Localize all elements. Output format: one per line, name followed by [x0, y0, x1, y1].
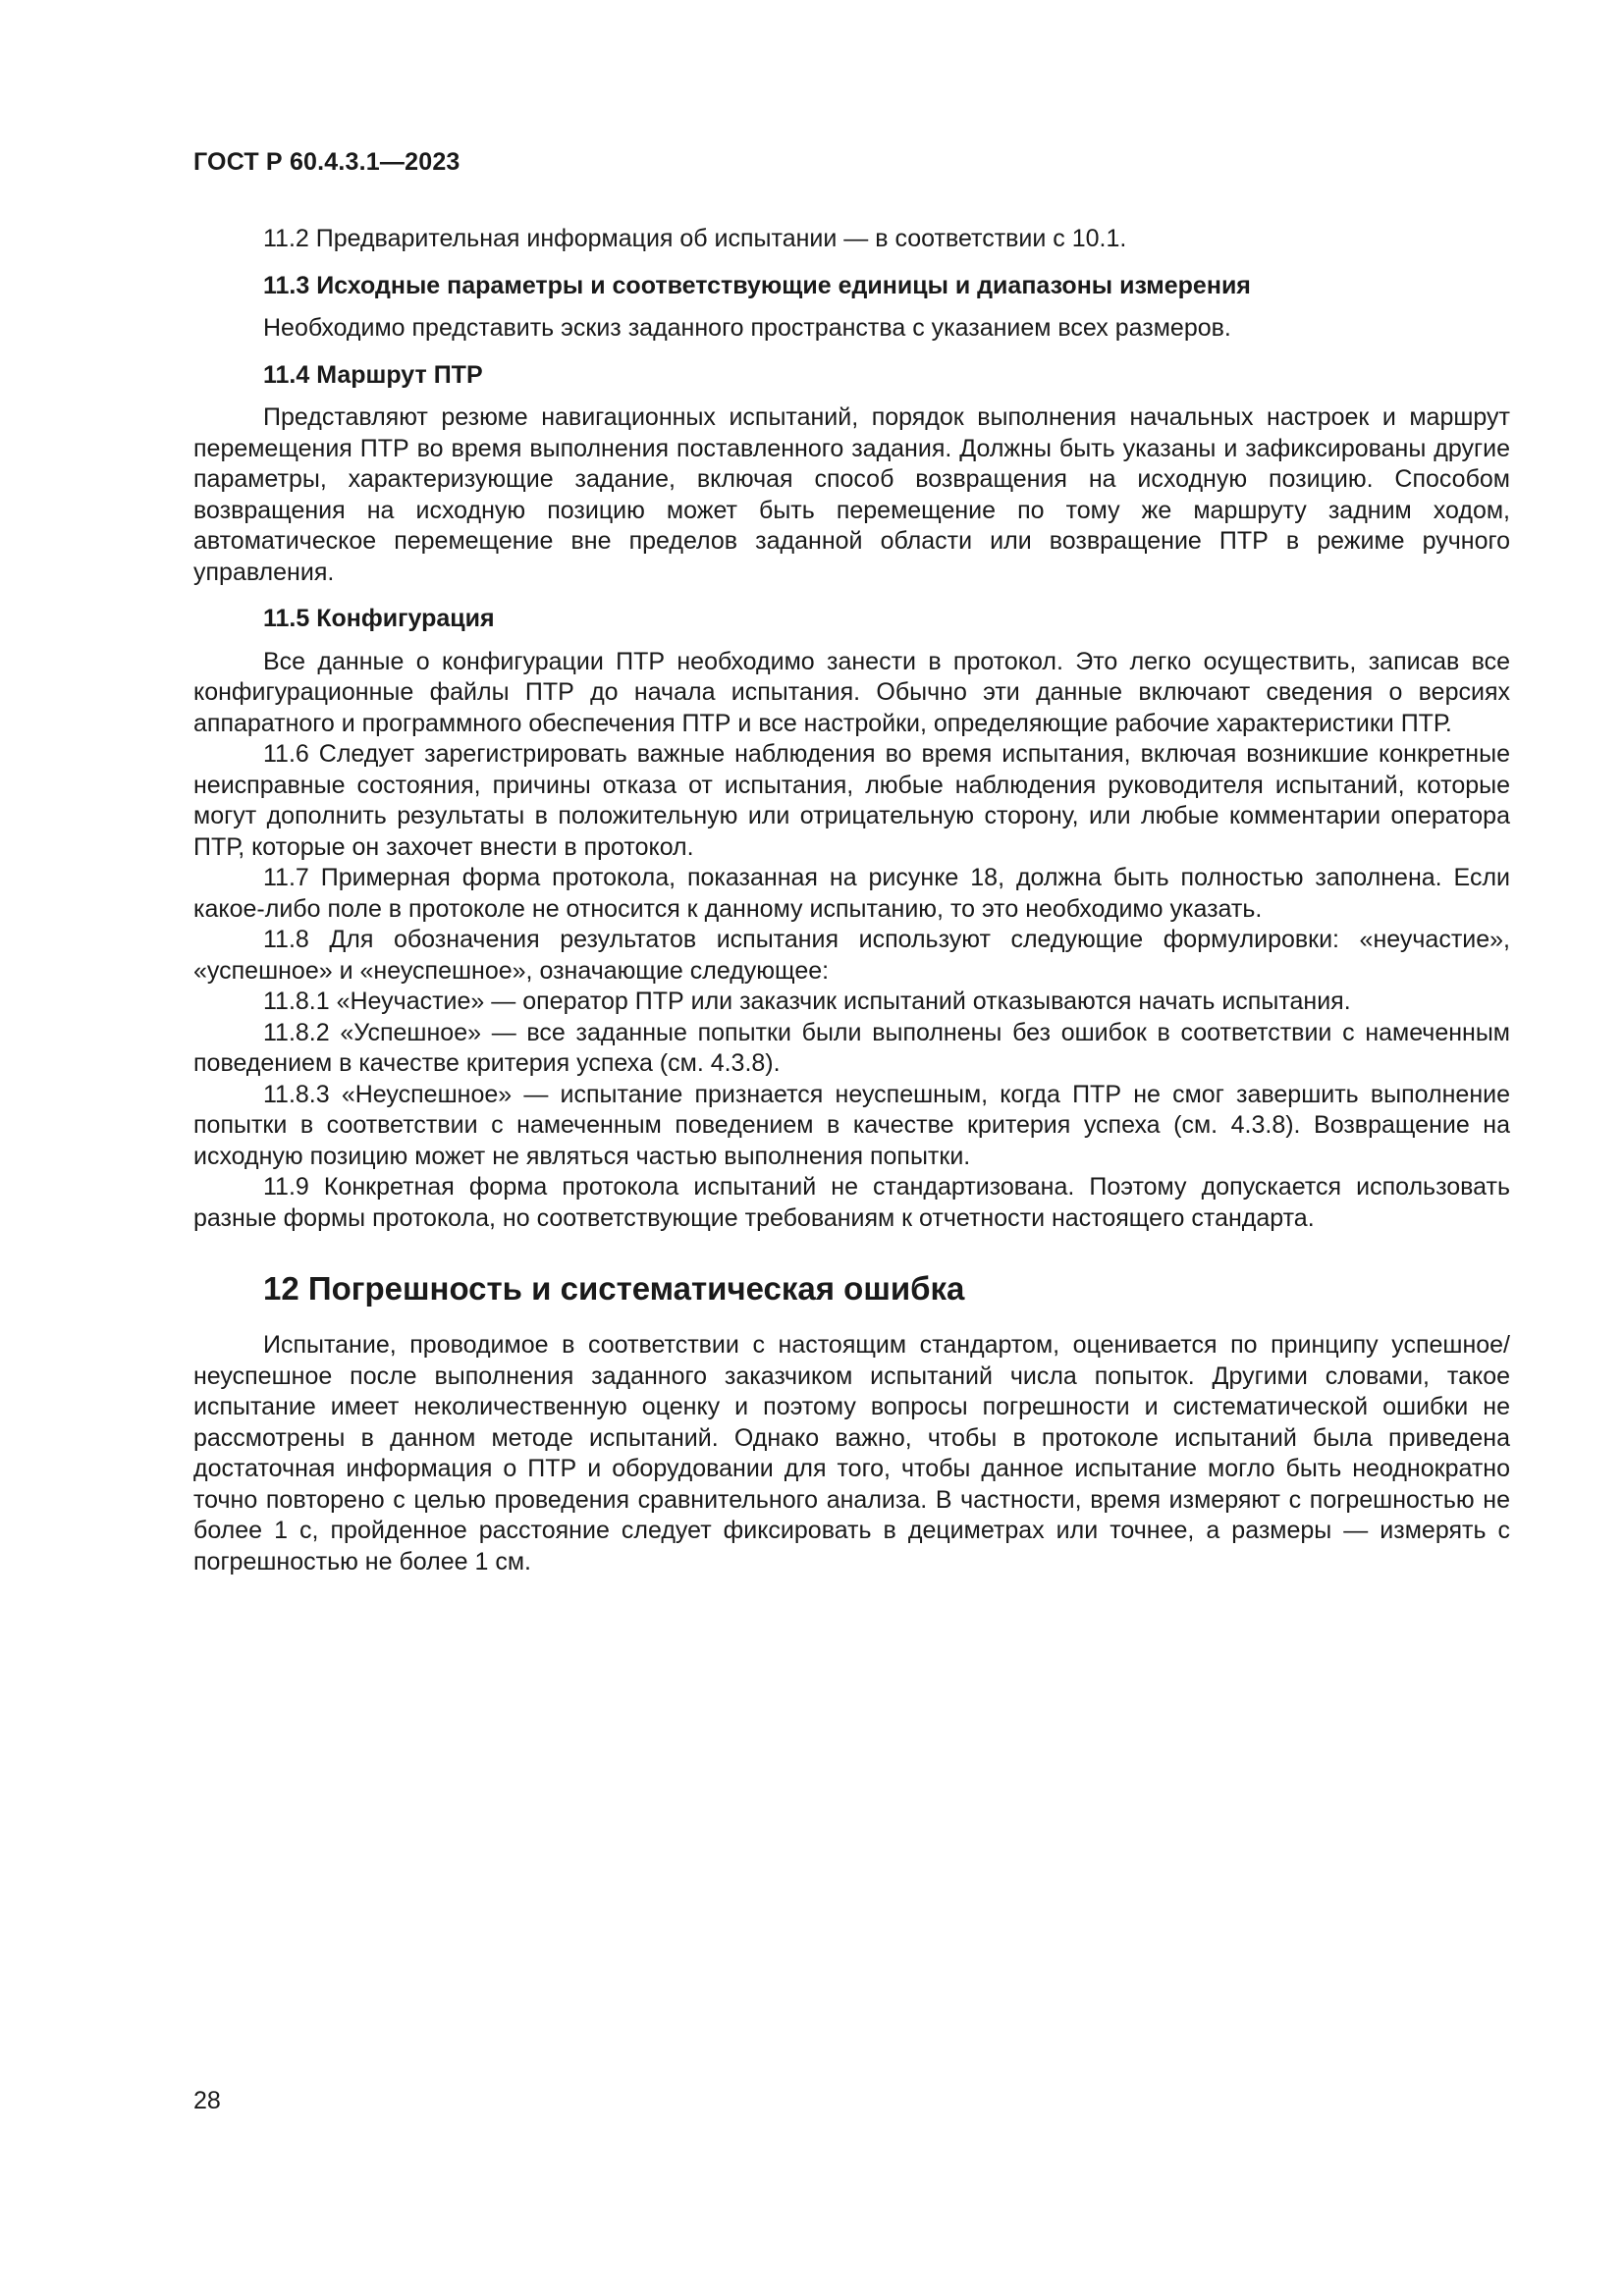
- paragraph-11-6: 11.6 Следует зарегистрировать важные наблюдения во время испытания, включая возникшие конкретные неисправные состояния, причины отказа от испытания, любые наблюдения руководителя испытаний, которые могут дополнить результаты в положительную или отрицательную сторону, или любые комментарии оператора ПТР, которые он захочет внести в протокол.: [193, 740, 1510, 861]
- heading-11-4: 11.4 Маршрут ПТР: [263, 360, 483, 389]
- paragraph-11-8-3: 11.8.3 «Неуспешное» — испытание признается неуспешным, когда ПТР не смог завершить выполнение попытки в соответствии с намеченным поведением в качестве критерия успеха (см. 4.3.8). Возвращение на исходную позицию может не являться частью выполнения попытки.: [193, 1080, 1510, 1170]
- paragraph-11-9: 11.9 Конкретная форма протокола испытаний не стандартизована. Поэтому допускается использовать разные формы протокола, но соответствующие требованиям к отчетности настоящего стандарта.: [193, 1173, 1510, 1232]
- page-number: 28: [193, 2087, 221, 2114]
- paragraph-11-8: 11.8 Для обозначения результатов испытания используют следующие формулировки: «неучастие», «успешное» и «неуспешное», означающие следующее:: [193, 926, 1510, 985]
- heading-section-12: 12 Погрешность и систематическая ошибка: [263, 1270, 965, 1307]
- heading-11-3: 11.3 Исходные параметры и соответствующие единицы и диапазоны измерения: [263, 271, 1251, 299]
- paragraph-11-8-1: 11.8.1 «Неучастие» — оператор ПТР или заказчик испытаний отказываются начать испытания.: [263, 988, 1351, 1015]
- document-code-header: ГОСТ Р 60.4.3.1—2023: [193, 148, 460, 176]
- paragraph-11-7: 11.7 Примерная форма протокола, показанная на рисунке 18, должна быть полностью заполнена. Если какое-либо поле в протоколе не относится к данному испытанию, то это необходимо указать.: [193, 864, 1510, 923]
- heading-11-5: 11.5 Конфигурация: [263, 605, 495, 632]
- paragraph-11-2: 11.2 Предварительная информация об испытании — в соответствии с 10.1.: [263, 225, 1127, 252]
- document-body: [193, 224, 1510, 1577]
- paragraph-12: Испытание, проводимое в соответствии с настоящим стандартом, оценивается по принципу успешное/неуспешное после выполнения заданного заказчиком испытаний числа попыток. Другими словами, такое испытание имеет неколичественную оценку и поэтому вопросы погрешности и систематической ошибки не рассмотрены в данном методе испытаний. Однако важно, чтобы в протоколе испытаний была приведена достаточная информация о ПТР и оборудовании для того, чтобы данное испытание могло быть неоднократно точно повторено с целью проведения сравнительного анализа. В частности, время измеряют с погрешностью не более 1 с, пройденное расстояние следует фиксировать в дециметрах или точнее, а размеры — измерять с погрешностью не более 1 см.: [193, 1331, 1510, 1575]
- paragraph-11-8-2: 11.8.2 «Успешное» — все заданные попытки были выполнены без ошибок в соответствии с намеченным поведением в качестве критерия успеха (см. 4.3.8).: [193, 1018, 1510, 1077]
- paragraph-11-5: Все данные о конфигурации ПТР необходимо занести в протокол. Это легко осуществить, записав все конфигурационные файлы ПТР до начала испытания. Обычно эти данные включают сведения о версиях аппаратного и программного обеспечения ПТР и все настройки, определяющие рабочие характеристики ПТР.: [193, 647, 1510, 737]
- paragraph-11-4: Представляют резюме навигационных испытаний, порядок выполнения начальных настроек и маршрут перемещения ПТР во время выполнения поставленного задания. Должны быть указаны и зафиксированы другие параметры, характеризующие задание, включая способ возвращения на исходную позицию. Способом возвращения на исходную позицию может быть перемещение по тому же маршруту задним ходом, автоматическое перемещение вне пределов заданной области или возвращение ПТР в режиме ручного управления.: [193, 403, 1510, 586]
- paragraph-11-3: Необходимо представить эскиз заданного пространства с указанием всех размеров.: [263, 314, 1231, 342]
